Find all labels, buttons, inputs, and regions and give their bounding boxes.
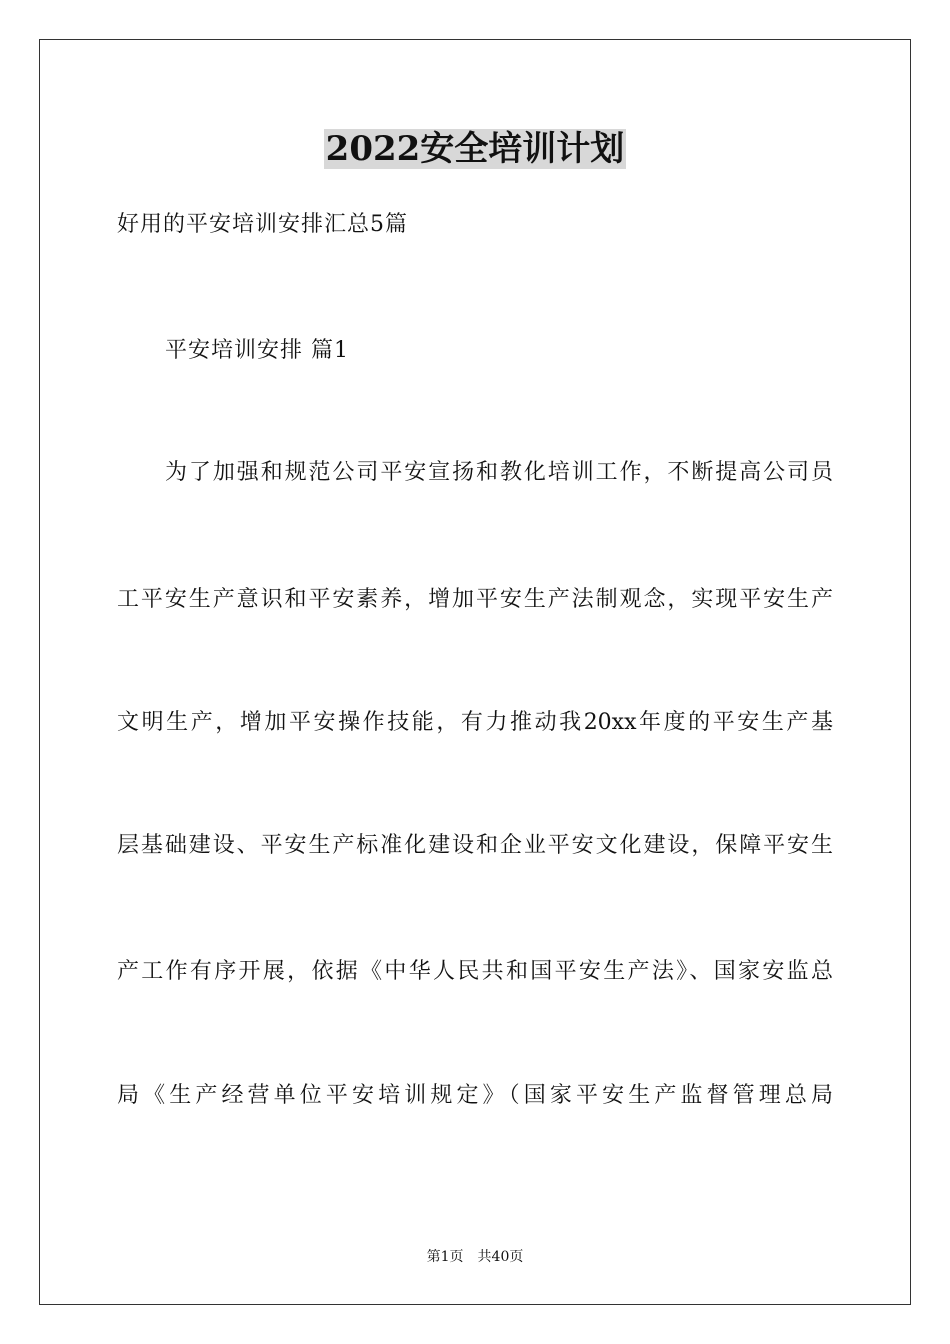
- page-footer: 第1页 共40页: [426, 1249, 524, 1265]
- section-heading: 平安培训安排 篇1: [165, 338, 349, 363]
- body-line: 局《生产经营单位平安培训规定》（国家平安生产监督管理总局: [117, 1083, 833, 1108]
- document-title-text: 2022安全培训计划: [325, 129, 625, 169]
- body-line: 层基础建设、平安生产标准化建设和企业平安文化建设，保障平安生: [117, 833, 833, 858]
- document-title: [0, 126, 950, 172]
- body-line: 文明生产，增加平安操作技能，有力推动我20xx年度的平安生产基: [117, 710, 833, 735]
- body-line: 为了加强和规范公司平安宣扬和教化培训工作，不断提高公司员: [165, 460, 833, 485]
- document-subtitle: 好用的平安培训安排汇总5篇: [117, 212, 408, 237]
- body-line: 产工作有序开展，依据《中华人民共和国平安生产法》、国家安监总: [117, 959, 833, 984]
- body-line: 工平安生产意识和平安素养，增加平安生产法制观念，实现平安生产: [117, 587, 833, 612]
